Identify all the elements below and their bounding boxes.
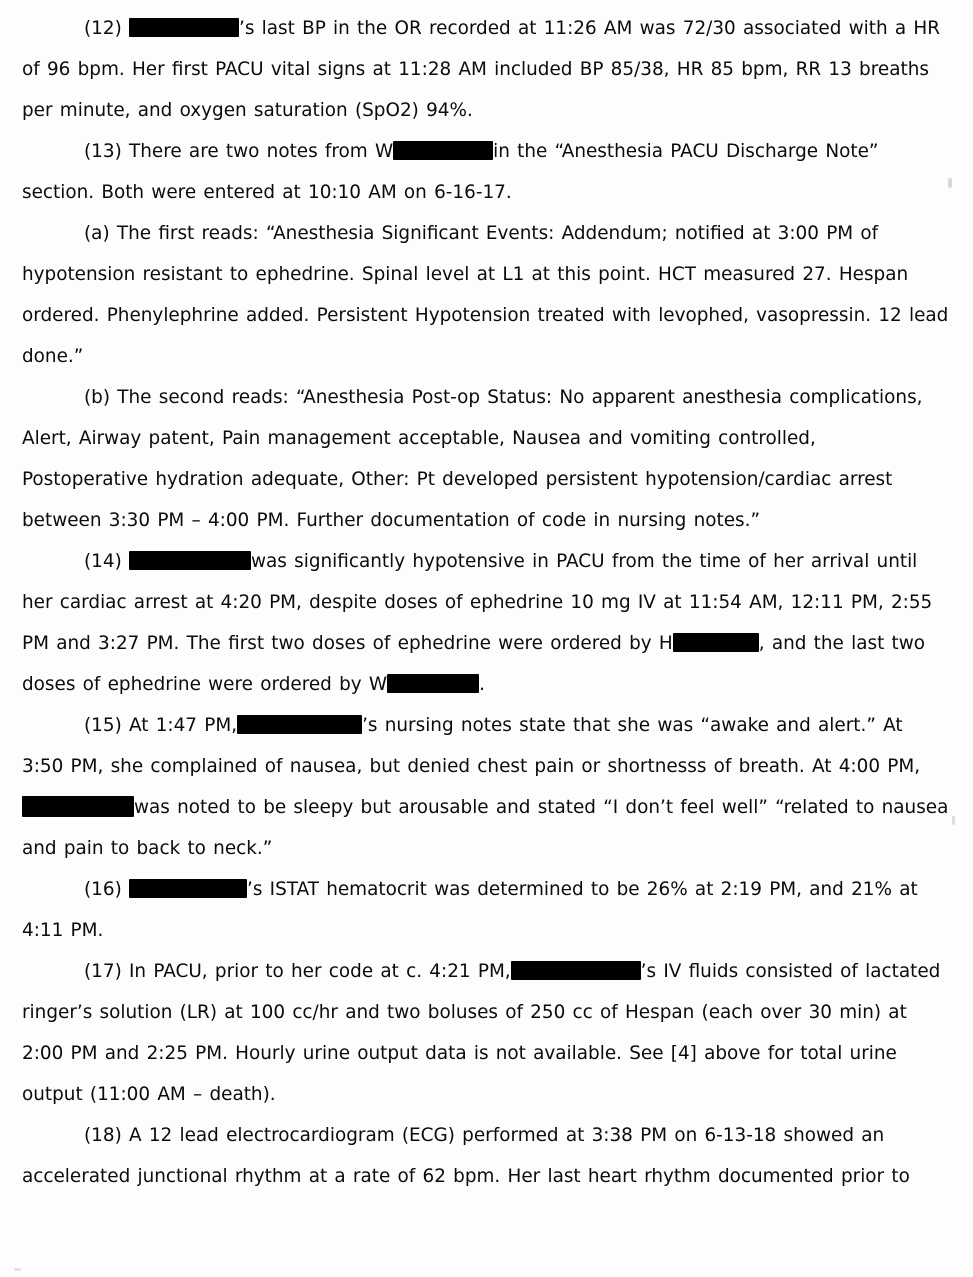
paragraph	[22, 869, 949, 951]
paragraph-text: was noted to be sleepy but arousable and stated “I don’t feel well” “related to nausea and pain to back to neck.”	[22, 797, 949, 859]
paragraph	[22, 213, 949, 377]
scan-artifact	[952, 816, 955, 825]
paragraph-text: in the “Anesthesia PACU Discharge Note” section. Both were entered at 10:10 AM on 6-16-17.	[22, 141, 879, 203]
paragraph	[22, 377, 949, 541]
paragraph-text: , and the last two doses of ephedrine were ordered by W	[22, 633, 926, 695]
paragraph-number: (b)	[84, 387, 118, 408]
paragraph-text: was significantly hypotensive in PACU from the time of her arrival until her cardiac arrest at 4:20 PM, despite doses of ephedrine 10 mg IV at 11:54 AM, 12:11 PM, 2:55 PM and 3:27 PM. The first two doses of ephedrine were ordered by H	[22, 551, 933, 654]
redaction-bar	[511, 961, 641, 980]
redaction-bar	[237, 715, 362, 734]
scan-artifact	[948, 178, 952, 188]
redaction-bar	[673, 633, 759, 652]
paragraph	[22, 131, 949, 213]
paragraph-text: ’s last BP in the OR recorded at 11:26 AM was 72/30 associated with a HR of 96 bpm. Her first PACU vital signs at 11:28 AM included BP 85/38, HR 85 bpm, RR 13 breaths per minute, and oxygen saturation (SpO2) 94%.	[22, 18, 941, 121]
paragraph-text: ’s ISTAT hematocrit was determined to be 26% at 2:19 PM, and 21% at 4:11 PM.	[22, 879, 918, 941]
redaction-bar	[129, 18, 239, 37]
paragraph-number: (13)	[84, 141, 129, 162]
paragraph-text: ’s nursing notes state that she was “awake and alert.” At 3:50 PM, she complained of nausea, but denied chest pain or shortnesss of breath. At 4:00 PM,	[22, 715, 921, 777]
paragraph	[22, 951, 949, 1115]
paragraph-number: (17)	[84, 961, 129, 982]
paragraph	[22, 705, 949, 869]
scan-artifact	[14, 1268, 21, 1271]
redaction-bar	[387, 674, 479, 693]
paragraph-number: (14)	[84, 551, 129, 572]
paragraph-text: The second reads: “Anesthesia Post-op Status: No apparent anesthesia complications, Alert, Airway patent, Pain management acceptable, Nausea and vomiting controlled, Postoperative hydration adequate, Other: Pt developed persistent hypotension/cardiac arrest between 3:30 PM – 4:00 PM. Further documentation of code in nursing notes.”	[22, 387, 923, 531]
paragraph-number: (15)	[84, 715, 129, 736]
paragraph-number: (12)	[84, 18, 129, 39]
paragraph-text: There are two notes from W	[129, 141, 394, 162]
paragraph-number: (18)	[84, 1125, 129, 1146]
paragraph	[22, 541, 949, 705]
redaction-bar	[129, 551, 251, 570]
paragraph	[22, 1115, 949, 1197]
redaction-bar	[129, 879, 247, 898]
redaction-bar	[22, 796, 134, 817]
paragraph-text: In PACU, prior to her code at c. 4:21 PM,	[129, 961, 511, 982]
paragraph-text: At 1:47 PM,	[129, 715, 238, 736]
paragraph	[22, 8, 949, 131]
document-body	[22, 8, 949, 1197]
paragraph-text: The first reads: “Anesthesia Significant Events: Addendum; notified at 3:00 PM of hypotension resistant to ephedrine. Spinal level at L1 at this point. HCT measured 27. Hespan ordered. Phenylephrine added. Persistent Hypotension treated with levophed, vasopressin. 12 lead done.”	[22, 223, 949, 367]
paragraph-number: (16)	[84, 879, 129, 900]
paragraph-text: A 12 lead electrocardiogram (ECG) performed at 3:38 PM on 6-13-18 showed an accelerated junctional rhythm at a rate of 62 bpm. Her last heart rhythm documented prior to	[22, 1125, 910, 1187]
paragraph-number: (a)	[84, 223, 117, 244]
redaction-bar	[393, 141, 493, 160]
paragraph-text: .	[479, 674, 485, 695]
paragraph-text: ’s IV fluids consisted of lactated ringer’s solution (LR) at 100 cc/hr and two boluses of 250 cc of Hespan (each over 30 min) at 2:00 PM and 2:25 PM. Hourly urine output data is not available. See [4] above for total urine output (11:00 AM – death).	[22, 961, 941, 1105]
